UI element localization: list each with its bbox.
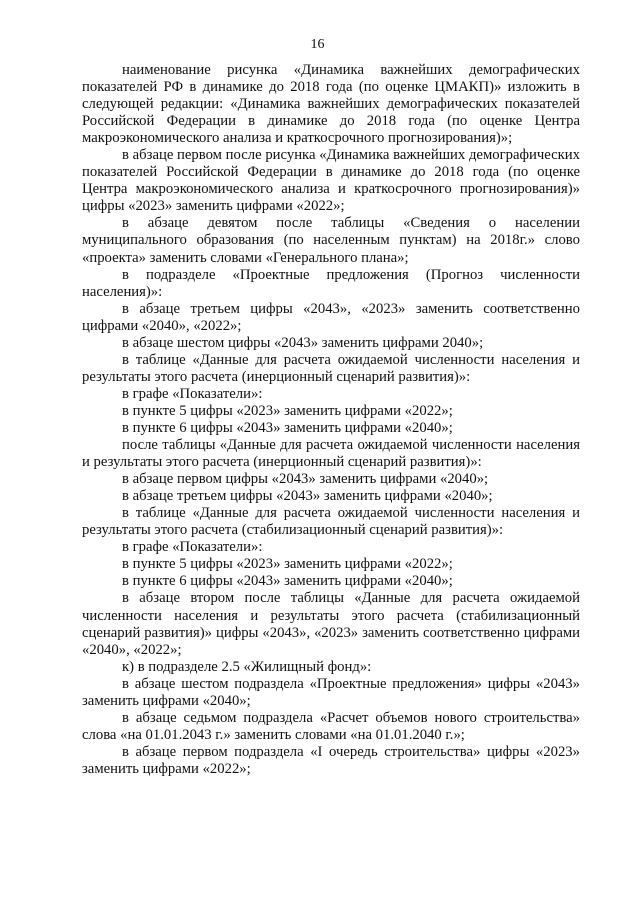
- paragraph: в графе «Показатели»:: [122, 385, 263, 402]
- paragraph: в абзаце третьем цифры «2043» заменить цифрами «2040»;: [122, 488, 493, 505]
- paragraph: в абзаце шестом цифры «2043» заменить цифрами 2040»;: [122, 334, 484, 351]
- document-body: [82, 62, 580, 778]
- paragraph: в абзаце седьмом подраздела «Расчет объемов нового строительства» слова «на 01.01.2043 г.» заменить словами «на 01.01.2040 г.»;: [82, 709, 580, 743]
- paragraph: наименование рисунка «Динамика важнейших демографических показателей РФ в динамике до 2018 года (по оценке ЦМАКП)» изложить в следующей редакции: «Динамика важнейших демографических показателей Российской Федерации в динамике до 2018 года (по оценке Центра макроэкономического анализа и краткосрочного прогнозирования)»;: [82, 62, 580, 147]
- paragraph: в абзаце первом после рисунка «Динамика важнейших демографических показателей Российской Федерации в динамике до 2018 года (по оценке Центра макроэкономического анализа и краткосрочного прогнозирования)» цифры «2023» заменить цифрами «2022»;: [82, 147, 580, 215]
- paragraph: после таблицы «Данные для расчета ожидаемой численности населения и результаты этого расчета (инерционный сценарий развития)»:: [82, 437, 580, 471]
- paragraph: в абзаце шестом подраздела «Проектные предложения» цифры «2043» заменить цифрами «2040»;: [82, 675, 580, 709]
- paragraph: в абзаце третьем цифры «2043», «2023» заменить соответственно цифрами «2040», «2022»;: [82, 300, 580, 334]
- paragraph: в таблице «Данные для расчета ожидаемой численности населения и результаты этого расчета (инерционный сценарий развития)»:: [82, 351, 580, 385]
- paragraph: в пункте 6 цифры «2043» заменить цифрами «2040»;: [122, 573, 453, 590]
- paragraph: в подразделе «Проектные предложения (Прогноз численности населения)»:: [82, 266, 580, 300]
- paragraph: в пункте 6 цифры «2043» заменить цифрами «2040»;: [122, 419, 453, 436]
- paragraph: в абзаце первом подраздела «I очередь строительства» цифры «2023» заменить цифрами «2022»;: [82, 743, 580, 777]
- paragraph: в абзаце девятом после таблицы «Сведения о населении муниципального образования (по населенным пунктам) на 2018г.» слово «проекта» заменить словами «Генерального плана»;: [82, 215, 580, 266]
- paragraph: в абзаце втором после таблицы «Данные для расчета ожидаемой численности населения и результаты этого расчета (стабилизационный сценарий развития)» цифры «2043», «2023» заменить соответственно цифрами «2040», «2022»;: [82, 590, 580, 658]
- paragraph: к) в подразделе 2.5 «Жилищный фонд»:: [122, 658, 372, 675]
- paragraph: в пункте 5 цифры «2023» заменить цифрами «2022»;: [122, 402, 453, 419]
- paragraph: в таблице «Данные для расчета ожидаемой численности населения и результаты этого расчета (стабилизационный сценарий развития)»:: [82, 505, 580, 539]
- page-number: 16: [310, 37, 325, 52]
- paragraph: в графе «Показатели»:: [122, 539, 263, 556]
- paragraph: в абзаце первом цифры «2043» заменить цифрами «2040»;: [122, 471, 489, 488]
- paragraph: в пункте 5 цифры «2023» заменить цифрами «2022»;: [122, 556, 453, 573]
